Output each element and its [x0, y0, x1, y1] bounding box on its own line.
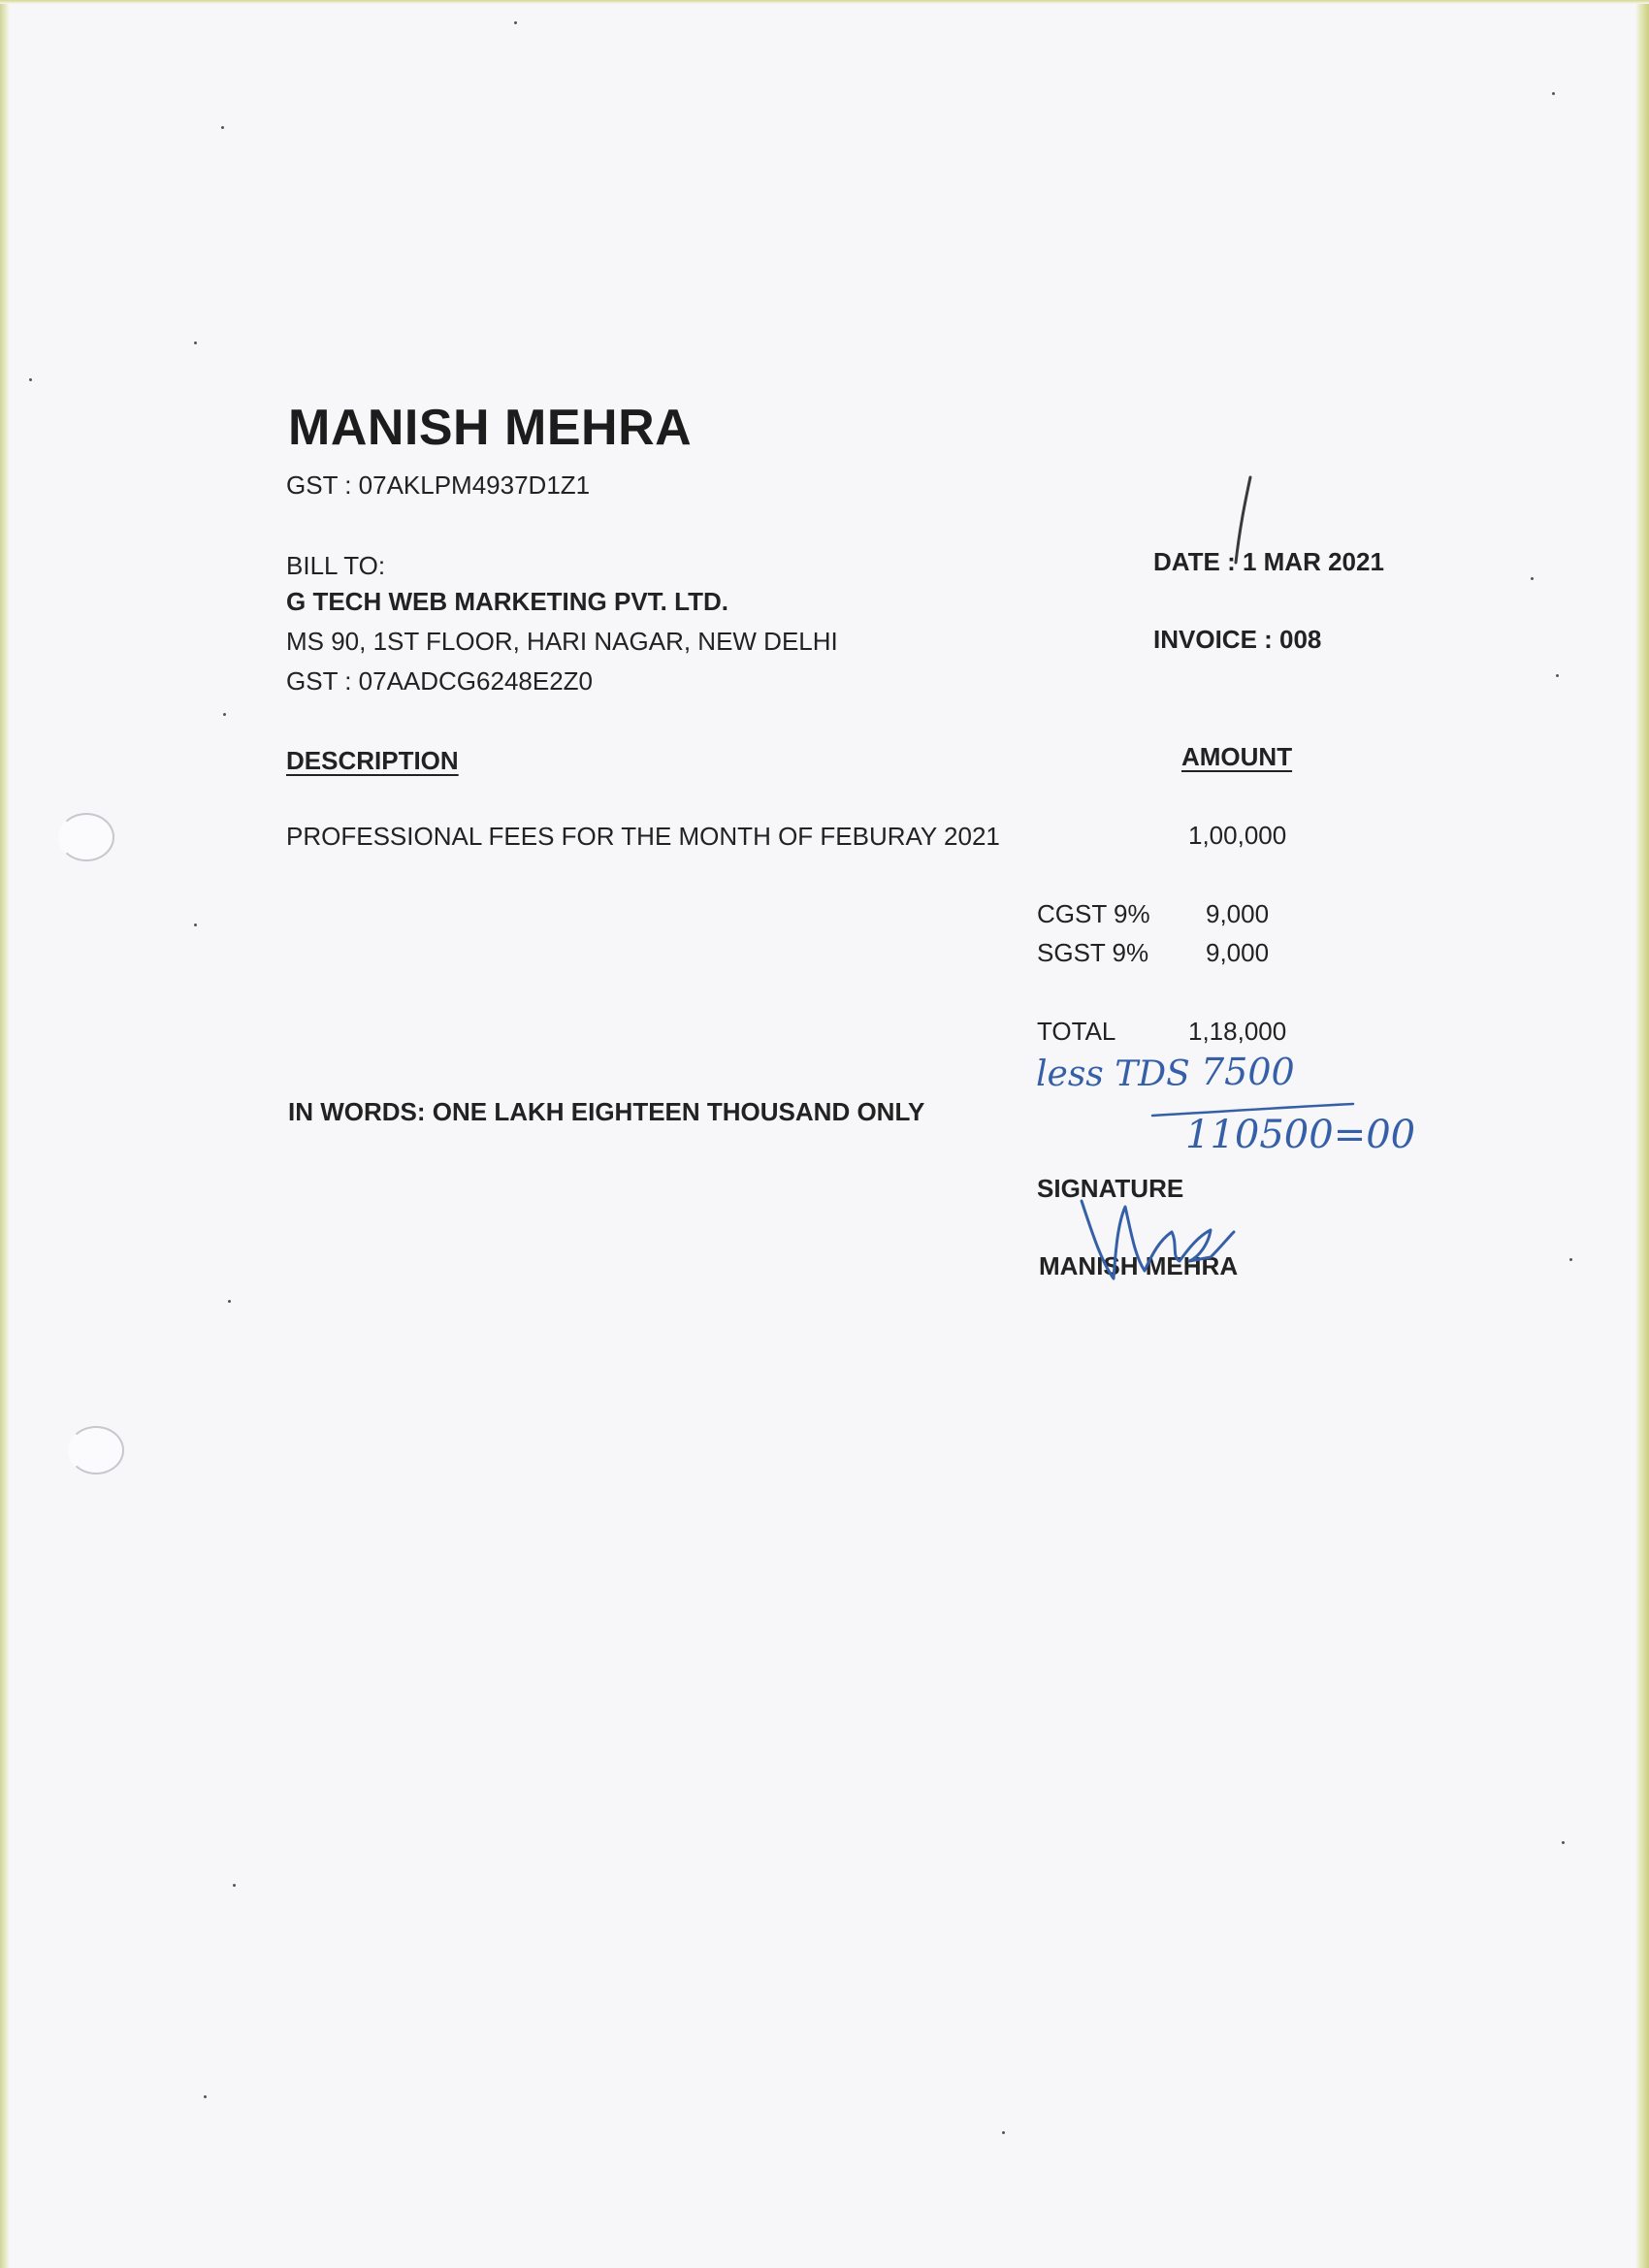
cgst-label: CGST 9% — [1037, 899, 1150, 928]
bill-to-address: MS 90, 1ST FLOOR, HARI NAGAR, NEW DELHI — [286, 627, 838, 656]
net-amount-underline — [1152, 1104, 1353, 1116]
handwritten-net-amount: 110500=00 — [1185, 1113, 1416, 1157]
sgst-label: SGST 9% — [1037, 938, 1149, 967]
bill-to-gst: GST : 07AADCG6248E2Z0 — [286, 666, 594, 696]
amount-header: AMOUNT — [1181, 742, 1293, 771]
issuer-gst: GST : 07AKLPM4937D1Z1 — [286, 470, 591, 500]
amount-in-words: IN WORDS: ONE LAKH EIGHTEEN THOUSAND ONLY — [288, 1097, 925, 1126]
bill-to-label: BILL TO: — [286, 551, 386, 580]
signature-label: SIGNATURE — [1037, 1174, 1184, 1203]
check-mark-stroke — [1236, 477, 1250, 563]
bill-to-company: G TECH WEB MARKETING PVT. LTD. — [286, 587, 728, 616]
cgst-amount: 9,000 — [1206, 899, 1270, 928]
handwritten-tds-label: less TDS — [1036, 1054, 1190, 1094]
description-header: DESCRIPTION — [286, 746, 459, 775]
invoice-date: DATE : 1 MAR 2021 — [1153, 547, 1384, 576]
total-amount: 1,18,000 — [1188, 1017, 1287, 1046]
line-item-description: PROFESSIONAL FEES FOR THE MONTH OF FEBURAY 2021 — [286, 822, 1000, 851]
issuer-name: MANISH MEHRA — [288, 400, 693, 456]
handwritten-tds-amount: 7500 — [1201, 1051, 1295, 1093]
signature-name: MANISH MEHRA — [1039, 1251, 1239, 1280]
line-item-amount: 1,00,000 — [1188, 821, 1287, 850]
sgst-amount: 9,000 — [1206, 938, 1270, 967]
total-label: TOTAL — [1037, 1017, 1116, 1046]
invoice-number: INVOICE : 008 — [1153, 625, 1322, 654]
signature-scribble — [1082, 1201, 1234, 1279]
